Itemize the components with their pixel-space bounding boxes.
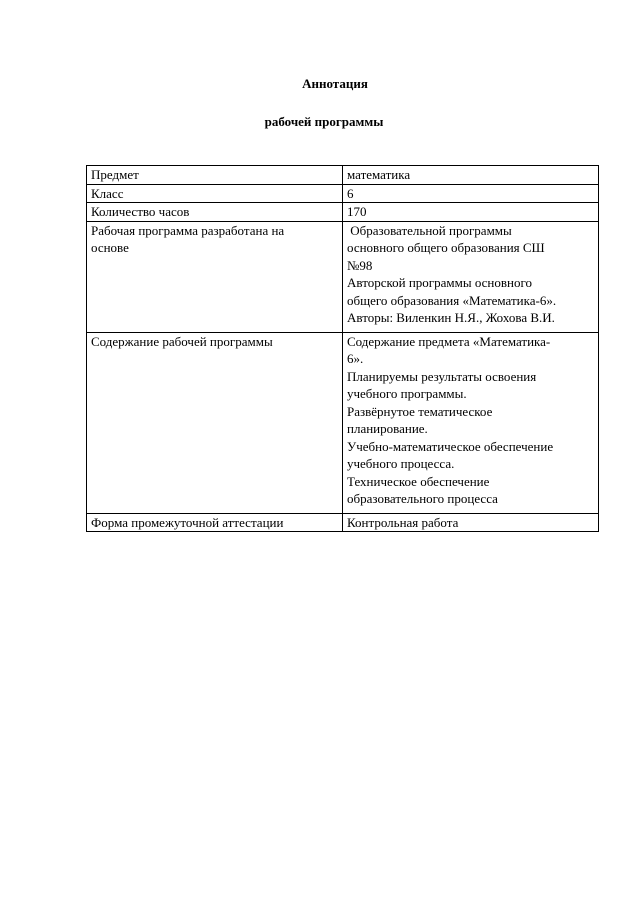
table-row-hours — [87, 203, 599, 222]
cell-text: Авторской программы основного — [347, 275, 532, 290]
cell-text: Количество часов — [91, 204, 190, 219]
cell-text: Техническое обеспечение — [347, 473, 490, 489]
cell-text: планирование. — [347, 421, 428, 436]
cell-text: образовательного процесса — [347, 491, 498, 506]
document-title: Аннотация — [302, 76, 368, 91]
cell-text: 170 — [347, 204, 367, 219]
table-row-attestation — [87, 513, 599, 532]
annotation-table — [86, 165, 599, 532]
cell-text: общего образования «Математика-6». — [347, 292, 557, 308]
row-label — [87, 332, 343, 513]
cell-text: Предмет — [91, 167, 139, 182]
cell-text: учебного процесса. — [347, 456, 455, 471]
cell-text: математика — [347, 167, 411, 182]
cell-text: основного общего образования СШ — [347, 240, 545, 255]
cell-text: Контрольная работа — [347, 514, 459, 530]
cell-text: основе — [91, 240, 129, 255]
row-value — [343, 166, 599, 185]
row-value — [343, 184, 599, 203]
cell-text: Форма промежуточной аттестации — [91, 514, 284, 530]
cell-text: Содержание рабочей программы — [91, 333, 273, 349]
row-label — [87, 203, 343, 222]
cell-text: Содержание предмета «Математика- — [347, 333, 551, 349]
table-row-class — [87, 184, 599, 203]
cell-text: Авторы: Виленкин Н.Я., Жохова В.И. — [347, 310, 555, 325]
table-row-content — [87, 332, 599, 513]
cell-text: №98 — [347, 257, 373, 273]
cell-text: Образовательной программы — [347, 222, 512, 238]
row-label — [87, 184, 343, 203]
row-value — [343, 332, 599, 513]
row-value — [343, 203, 599, 222]
cell-text: Рабочая программа разработана на — [91, 222, 285, 238]
cell-text: Развёрнутое тематическое — [347, 403, 493, 419]
cell-text: Класс — [91, 185, 124, 201]
table-row-basis — [87, 221, 599, 332]
row-label — [87, 221, 343, 332]
row-label — [87, 166, 343, 185]
cell-text: Планируемы результаты освоения — [347, 368, 537, 384]
cell-text: 6». — [347, 351, 364, 366]
row-value — [343, 221, 599, 332]
document-subtitle: рабочей программы — [264, 114, 384, 129]
table-row-subject — [87, 166, 599, 185]
row-value — [343, 513, 599, 532]
row-label — [87, 513, 343, 532]
cell-text: Учебно-математическое обеспечение — [347, 438, 554, 454]
cell-text: учебного программы. — [347, 386, 467, 401]
cell-text: 6 — [347, 185, 354, 201]
